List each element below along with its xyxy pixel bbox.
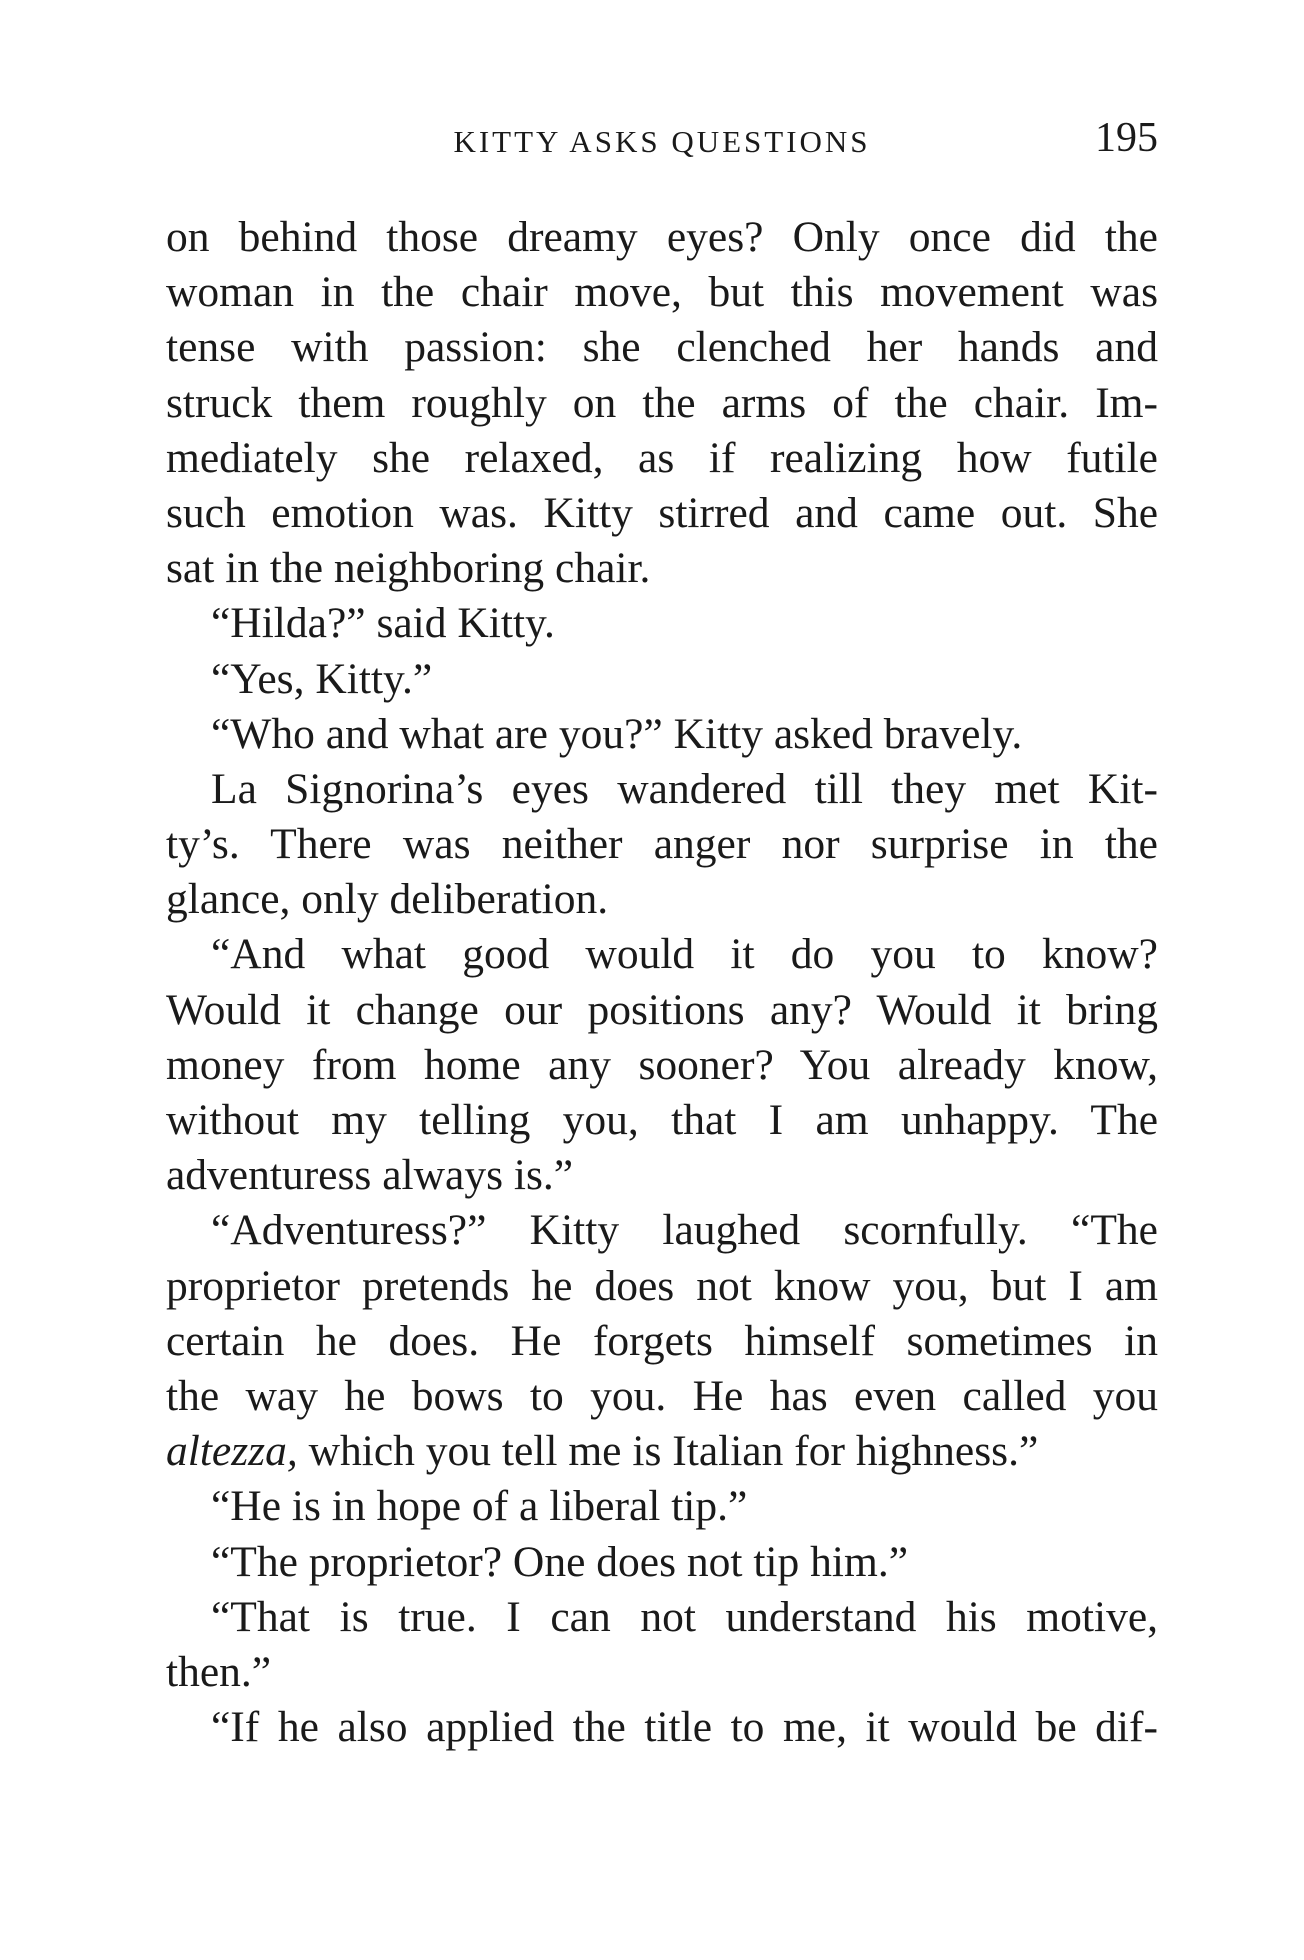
- text-line: on behind those dreamy eyes? Only once did the: [166, 213, 1158, 261]
- text-line: “Hilda?” said Kitty.: [211, 599, 555, 648]
- text-line: certain he does. He forgets himself sometimes in: [166, 1316, 1158, 1365]
- running-title: KITTY ASKS QUESTIONS: [453, 124, 871, 159]
- text-line: sat in the neighboring chair.: [166, 544, 651, 593]
- text-line: “That is true. I can not understand his motive,: [211, 1592, 1158, 1641]
- italic-word: altezza,: [166, 1427, 298, 1476]
- text-line: tense with passion: she clenched her hands and: [166, 323, 1158, 372]
- text-line: “Yes, Kitty.”: [211, 654, 433, 703]
- text-line: woman in the chair move, but this movement was: [166, 268, 1158, 317]
- text-line: ty’s. There was neither anger nor surprise in the: [166, 820, 1158, 869]
- text-line: “The proprietor? One does not tip him.”: [211, 1537, 908, 1586]
- text-line: “He is in hope of a liberal tip.”: [211, 1482, 748, 1531]
- text-line: adventuress always is.”: [166, 1151, 574, 1200]
- text-line: [166, 1424, 1158, 1479]
- text-line: “And what good would it do you to know?: [211, 930, 1158, 979]
- page-number: 195: [1095, 115, 1158, 161]
- text-line: La Signorina’s eyes wandered till they met Kit-: [211, 764, 1158, 813]
- text-line: money from home any sooner? You already know,: [166, 1040, 1158, 1089]
- text-line: without my telling you, that I am unhappy. The: [166, 1096, 1158, 1144]
- text-line: struck them roughly on the arms of the chair. Im-: [166, 378, 1158, 427]
- text-line-rest: which you tell me is Italian for highness.”: [297, 1427, 1039, 1476]
- text-line: the way he bows to you. He has even called you: [166, 1371, 1158, 1420]
- text-line: “Adventuress?” Kitty laughed scornfully. “The: [211, 1206, 1158, 1255]
- running-head: [166, 115, 1158, 166]
- text-line: Would it change our positions any? Would it bring: [166, 985, 1158, 1034]
- text-line: mediately she relaxed, as if realizing how futile: [166, 433, 1158, 482]
- text-line: such emotion was. Kitty stirred and came out. She: [166, 488, 1158, 537]
- text-line: “If he also applied the title to me, it would be dif-: [211, 1703, 1158, 1752]
- text-line: proprietor pretends he does not know you, but I am: [166, 1261, 1158, 1310]
- body-text: [166, 210, 1158, 1755]
- text-line: glance, only deliberation.: [166, 875, 609, 924]
- text-line: then.”: [166, 1647, 272, 1696]
- text-line: “Who and what are you?” Kitty asked bravely.: [211, 709, 1023, 758]
